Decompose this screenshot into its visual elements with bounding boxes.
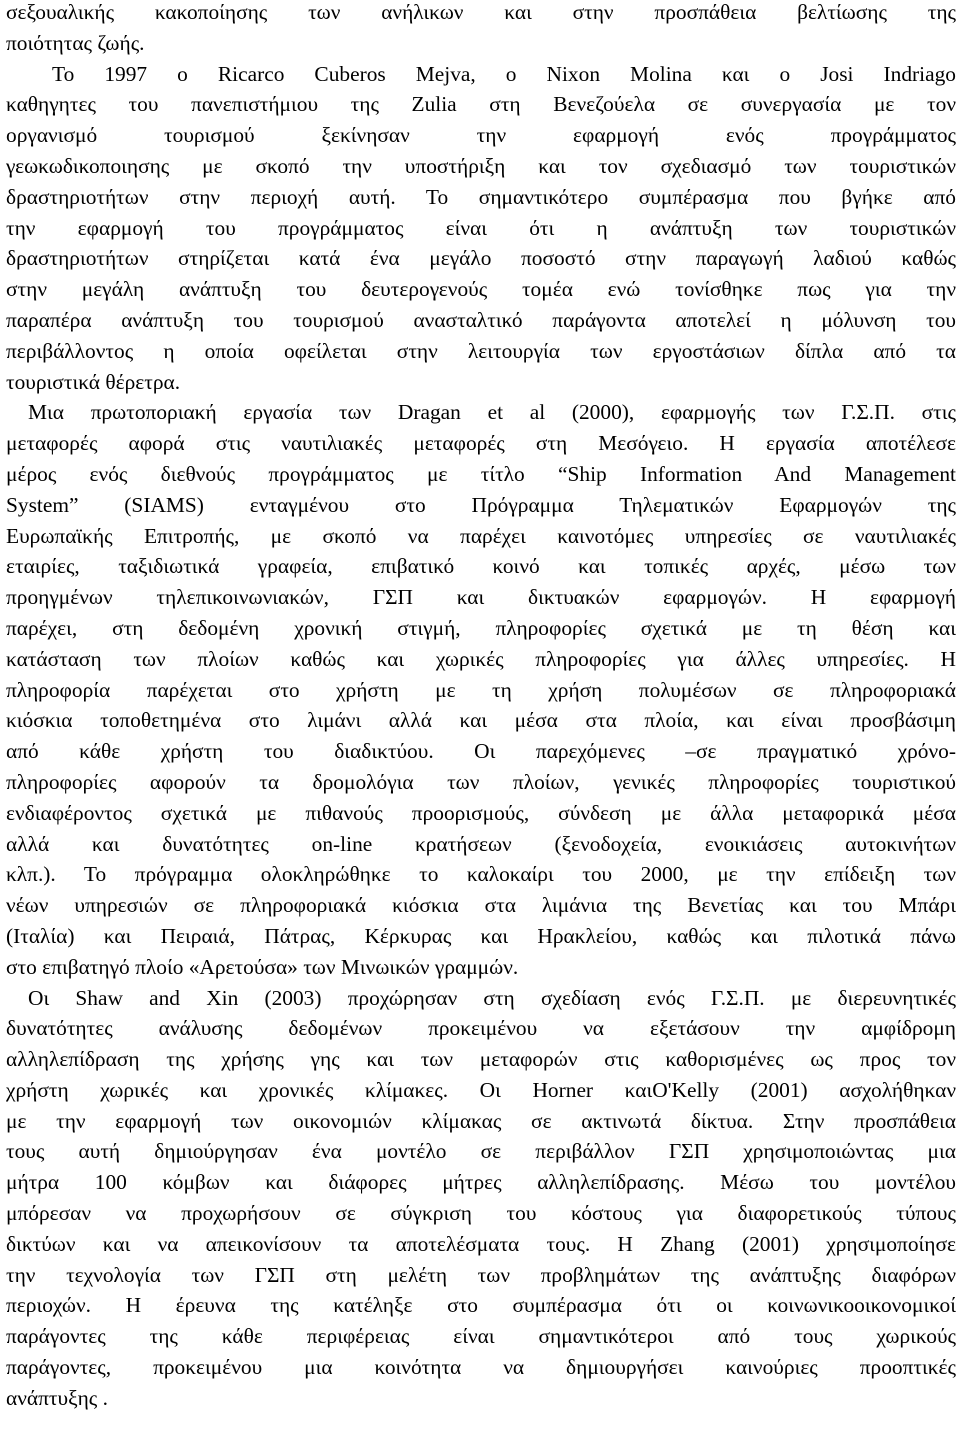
text-line: την τεχνολογία των ΓΣΠ στη μελέτη των προβλημάτων της ανάπτυξης διαφόρων xyxy=(6,1262,956,1287)
text-line: τουριστικά θέρετρα. xyxy=(6,369,181,394)
text-line: χρήστη χωρικές και χρονικές κλίμακες. Οι Horner καιO'Kelly (2001) ασχολήθηκαν xyxy=(6,1077,956,1102)
text-line: στην μεγάλη ανάπτυξη του δευτερογενούς τομέα ενώ τονίσθηκε πως για την xyxy=(6,277,956,302)
text-line: γεωκωδικοποιησης με σκοπό την υποστήριξη και τον σχεδιασμό των τουριστικών xyxy=(6,153,956,178)
text-line: την εφαρμογή του προγράμματος είναι ότι η ανάπτυξη των τουριστικών xyxy=(6,215,956,240)
text-line: στο επιβατηγό πλοίο «Αρετούσα» των Μινωικών γραμμών. xyxy=(6,954,519,979)
text-line: εταιρίες, ταξιδιωτικά γραφεία, επιβατικό κοινό και τοπικές αρχές, μέσω των xyxy=(6,554,956,579)
text-line: Το 1997 ο Ricarco Cuberos Mejva, ο Nixon Molina και ο Josi Indriago xyxy=(52,61,956,86)
text-line: οργανισμό τουρισμού ξεκίνησαν την εφαρμογή ενός προγράμματος xyxy=(6,123,956,148)
text-line: με την εφαρμογή των οικονομιών κλίμακας σε ακτινωτά δίκτυα. Στην προσπάθεια xyxy=(6,1108,956,1133)
text-line: δικτύων και να απεικονίσουν τα αποτελέσματα τους. Η Zhang (2001) χρησιμοποίησε xyxy=(6,1231,956,1256)
text-line: (Ιταλία) και Πειραιά, Πάτρας, Κέρκυρας και Ηρακλείου, καθώς και πιλοτικά πάνω xyxy=(6,923,956,948)
text-line: μήτρα 100 κόμβων και διάφορες μήτρες αλληλεπίδρασης. Μέσω του μοντέλου xyxy=(6,1170,956,1195)
text-line: αλληλεπίδραση της χρήσης γης και των μεταφορών στις καθορισμένες ως προς τον xyxy=(6,1047,956,1072)
text-line: κλπ.). Το πρόγραμμα ολοκληρώθηκε το καλοκαίρι του 2000, με την επίδειξη των xyxy=(6,862,956,887)
text-line: περιοχών. Η έρευνα της κατέληξε στο συμπέρασμα ότι οι κοινωνικοοικονομικοί xyxy=(6,1293,956,1318)
text-line: δυνατότητες ανάλυσης δεδομένων προκειμένου να εξετάσουν την αμφίδρομη xyxy=(6,1016,956,1041)
text-line: νέων υπηρεσιών σε πληροφοριακά κιόσκια στα λιμάνια της Βενετίας και του Μπάρι xyxy=(6,893,956,918)
text-line: Οι Shaw and Xin (2003) προχώρησαν στη σχεδίαση ενός Γ.Σ.Π. με διερευνητικές xyxy=(28,985,956,1010)
text-line: κατάσταση των πλοίων καθώς και χωρικές πληροφορίες για άλλες υπηρεσίες. Η xyxy=(6,646,956,671)
text-line: μέρος ενός διεθνούς προγράμματος με τίτλο “Ship Information And Management xyxy=(6,461,956,486)
text-line: μπόρεσαν να προχωρήσουν σε σύγκριση του κόστους για διαφορετικούς τύπους xyxy=(6,1201,956,1226)
text-line: ανάπτυξης . xyxy=(6,1385,108,1410)
text-line: μεταφορές αφορά στις ναυτιλιακές μεταφορές στη Μεσόγειο. Η εργασία αποτέλεσε xyxy=(6,431,956,456)
text-line: παρέχει, στη δεδομένη χρονική στιγμή, πληροφορίες σχετικά με τη θέση και xyxy=(6,615,956,640)
text-line: Ευρωπαϊκής Επιτροπής, με σκοπό να παρέχει καινοτόμες υπηρεσίες σε ναυτιλιακές xyxy=(6,523,956,548)
text-line: πληροφορία παρέχεται στο χρήστη με τη χρήση πολυμέσων σε πληροφοριακά xyxy=(6,677,956,702)
text-line: System” (SIAMS) ενταγμένου στο Πρόγραμμα Τηλεματικών Εφαρμογών της xyxy=(6,492,956,517)
text-line: ενδιαφέροντος σχετικά με πιθανούς προορισμούς, σύνδεση με άλλα μεταφορικά μέσα xyxy=(6,800,956,825)
text-line: τους αυτή δημιούργησαν ένα μοντέλο σε περιβάλλον ΓΣΠ χρησιμοποιώντας μια xyxy=(6,1139,956,1164)
text-line: αλλά και δυνατότητες on-line κρατήσεων (ξενοδοχεία, ενοικιάσεις αυτοκινήτων xyxy=(6,831,956,856)
text-line: παράγοντες της κάθε περιφέρειας είναι σημαντικότεροι από τους χωρικούς xyxy=(6,1324,956,1349)
text-line: περιβάλλοντος η οποία οφείλεται στην λειτουργία των εργοστάσιων δίπλα από τα xyxy=(6,338,956,363)
text-line: Μια πρωτοποριακή εργασία των Dragan et al (2000), εφαρμογής των Γ.Σ.Π. στις xyxy=(28,400,956,425)
text-line: κιόσκια τοποθετημένα στο λιμάνι αλλά και μέσα στα πλοία, και είναι προσβάσιμη xyxy=(6,708,956,733)
text-line: παραπέρα ανάπτυξη του τουρισμού ανασταλτικό παράγοντα αποτελεί η μόλυνση του xyxy=(6,307,956,332)
text-line: ποιότητας ζωής. xyxy=(6,30,145,55)
text-line: καθηγητες του πανεπιστήμιου της Zulia στη Βενεζούελα σε συνεργασία με τον xyxy=(6,92,956,117)
text-line: δραστηριοτήτων στηρίζεται κατά ένα μεγάλο ποσοστό στην παραγωγή λαδιού καθώς xyxy=(6,246,956,271)
text-line: σεξουαλικής κακοποίησης των ανήλικων και στην προσπάθεια βελτίωσης της xyxy=(6,0,956,24)
text-line: παράγοντες, προκειμένου μια κοινότητα να δημιουργήσει καινούριες προοπτικές xyxy=(6,1355,956,1380)
text-line: από κάθε χρήστη του διαδικτύου. Οι παρεχόμενες –σε πραγματικό χρόνο- xyxy=(6,739,956,764)
text-line: δραστηριοτήτων στην περιοχή αυτή. Το σημαντικότερο συμπέρασμα που βγήκε από xyxy=(6,184,956,209)
text-line: προηγμένων τηλεπικοινωνιακών, ΓΣΠ και δικτυακών εφαρμογών. Η εφαρμογή xyxy=(6,585,956,610)
text-line: πληροφορίες αφορούν τα δρομολόγια των πλοίων, γενικές πληροφορίες τουριστικού xyxy=(6,769,956,794)
